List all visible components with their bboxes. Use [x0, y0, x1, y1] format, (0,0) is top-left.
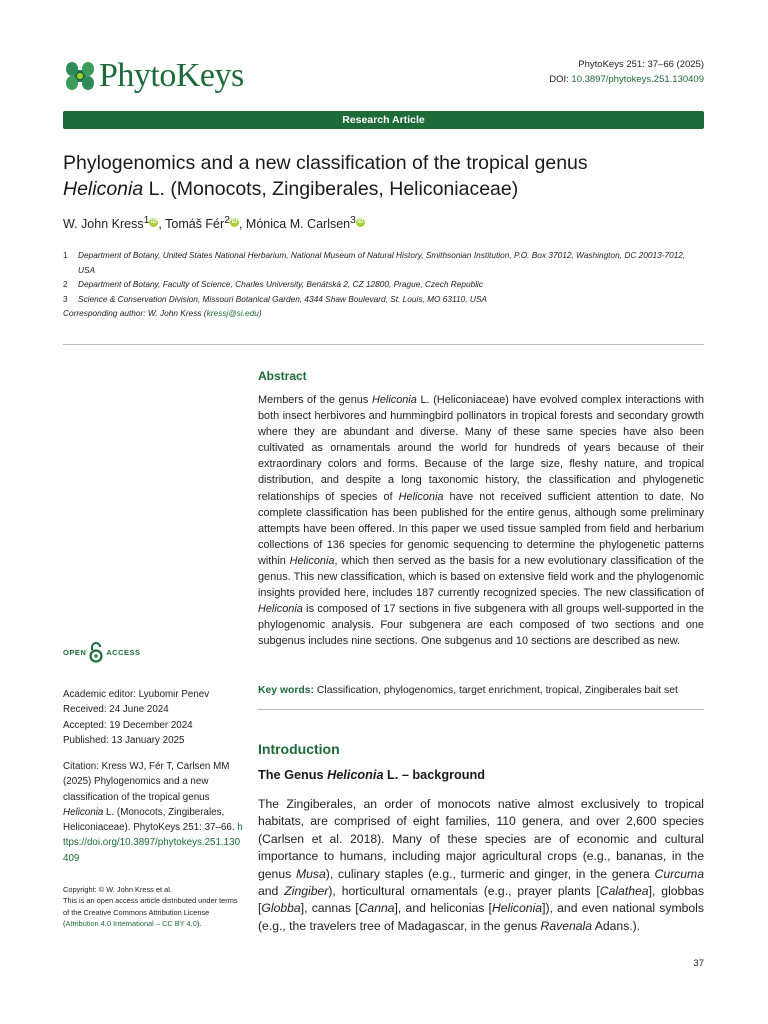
divider [63, 344, 704, 345]
subsection-heading: The Genus Heliconia L. – background [258, 768, 486, 782]
abstract-heading: Abstract [258, 369, 307, 383]
keywords: Key words: Classification, phylogenomics, target enrichment, tropical, Zingiberales bait set [258, 685, 678, 696]
abstract-text: Members of the genus Heliconia L. (Heliconiaceae) have evolved complex interactions with both insect herbivores and hummingbird pollinators in tropical forests and secondary growth where they are abundant and diverse. Many of these same species have also been cultivated as ornamentals around the world for hundreds of years because of their extraordinary colors and forms. Because of the large size, fleshy nature, and tropical distribution, and despite a long taxonomic history, the classification and phylogenetic relationships of species of Heliconia have not received sufficient attention to date. No complete classification has been published for the entire genus, although some preliminary attempts have been offered. In this paper we used tissue sampled from field and herbarium collections of 136 species for genomic sequencing to determine the phylogenetic patterns within Heliconia, which then served as the basis for a new evolutionary classification of the genus. This new classification, which is based on extensive field work and the phylogenomic insights provided here, includes 187 currently recognized species. The new classification of Heliconia is composed of 17 sections in five subgenera with all groups well-supported in the phylogenomic analysis. Four subgenera are each composed of two sections and one subgenus includes nine sections. One subgenus and 10 sections are described as new. [258, 394, 704, 648]
citation-line: PhytoKeys 251: 37–66 (2025) [578, 59, 704, 70]
author-name[interactable]: W. John Kress [63, 217, 144, 232]
email-link[interactable]: kressj@si.edu [206, 308, 259, 318]
affiliation: 3 Science & Conservation Division, Missouri Botanical Garden, 4344 Shaw Boulevard, St. Louis, MO 63110, USA [63, 293, 487, 304]
article-title: Phylogenomics and a new classification of the tropical genus Heliconia L. (Monocots, Zingiberales, Heliconiaceae) [63, 152, 588, 200]
doi-link[interactable]: 10.3897/phytokeys.251.130409 [571, 74, 704, 85]
article-type-bar: Research Article [63, 111, 704, 129]
affiliations [63, 248, 704, 321]
orcid-icon[interactable]: iD [150, 219, 157, 225]
journal-meta [549, 57, 704, 87]
journal-logo[interactable] [63, 56, 244, 96]
accepted-date: Accepted: 19 December 2024 [63, 719, 193, 731]
affiliation: 1 Department of Botany, United States National Herbarium, National Museum of Natural History, Smithsonian Institution, P.O. Box 37012, Washington, DC 20013-7012, USA [63, 250, 686, 275]
citation-block: Citation: Kress WJ, Fér T, Carlsen MM (2025) Phylogenomics and a new classification of the tropical genus Heliconia L. (Monocots, Zingiberales, Heliconiaceae). PhytoKeys 251: 37–66. https://doi.org/10.3897/phytokeys.251.130409 [63, 761, 243, 864]
journal-name: PhytoKeys [99, 57, 244, 94]
author-name[interactable]: Tomáš Fér [165, 217, 225, 232]
introduction-paragraph: The Zingiberales, an order of monocots native almost exclusively to tropical habitats, are comprised of eight families, 110 genera, and over 2,600 species (Carlsen et al. 2018). Many of these species are of economic and cultural importance to humans, including major agricultural crops (e.g., bananas, in the genus Musa), culinary staples (e.g., turmeric and ginger, in the genera Curcuma and Zingiber), horticultural ornamentals (e.g., prayer plants [Calathea], globbas [Globba], cannas [Canna], and heliconias [Heliconia]), and even national symbols (e.g., the travelers tree of Madagascar, in the genus Ravenala Adans.). [258, 797, 704, 933]
introduction-heading: Introduction [258, 741, 340, 757]
received-date: Received: 24 June 2024 [63, 704, 169, 716]
academic-editor: Academic editor: Lyubomir Penev [63, 689, 210, 700]
published-date: Published: 13 January 2025 [63, 734, 185, 746]
orcid-icon[interactable]: iD [357, 219, 364, 225]
license-link[interactable]: Attribution 4.0 International – CC BY 4.0 [65, 918, 197, 928]
corresponding-author: Corresponding author: W. John Kress (kressj@si.edu) [63, 308, 262, 318]
orcid-icon[interactable]: iD [231, 219, 238, 225]
page-number: 37 [693, 958, 704, 969]
author-list: W. John Kress$^1$ iD , Tomáš Fér$^2$ iD , Mónica M. Carlsen$^3$ iD [63, 215, 364, 232]
editorial-dates [63, 687, 243, 748]
affiliation: 2 Department of Botany, Faculty of Science, Charles University, Benátská 2, CZ 12800, Prague, Czech Republic [63, 279, 484, 289]
open-access-badge: OPEN ACCESS [63, 641, 141, 663]
author-name[interactable]: Mónica M. Carlsen [245, 217, 351, 232]
open-access-lock-icon [88, 641, 104, 663]
copyright-notice: Copyright: © W. John Kress et al. This is an open access article distributed under terms of the Creative Commons Attribution License (Attribution 4.0 International – CC BY 4.0). [63, 885, 238, 928]
doi-line: DOI: 10.3897/phytokeys.251.130409 [549, 74, 704, 85]
citation-doi-link[interactable]: https://doi.org/10.3897/phytokeys.251.130409 [63, 822, 243, 864]
divider [258, 709, 704, 710]
leaf-logo-icon [63, 59, 97, 93]
